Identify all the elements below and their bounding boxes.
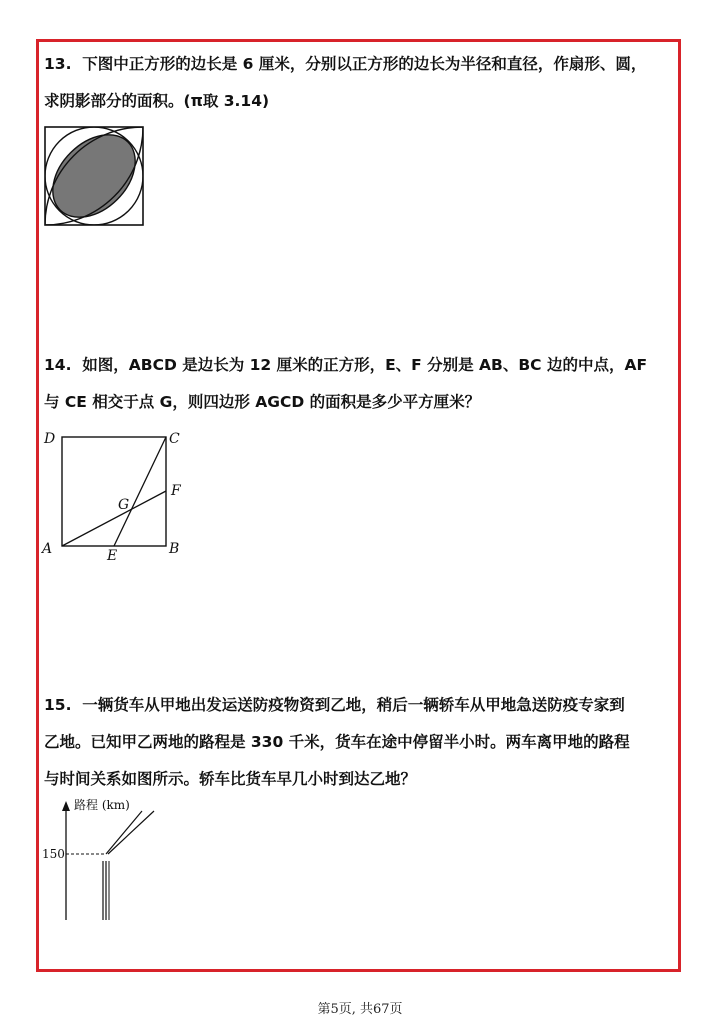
figure-13-shaded-square [44, 126, 146, 226]
question-15-line-3: 与时间关系如图所示。轿车比货车早几小时到达乙地？ [44, 770, 417, 788]
question-13 [44, 46, 646, 120]
figure-14-square-abcd [38, 425, 198, 565]
label-e: E [107, 548, 118, 564]
y-axis-arrow-icon [62, 801, 70, 811]
line-ce [114, 437, 166, 546]
car-line [108, 811, 154, 854]
question-14-text-1: 如图，ABCD 是边长为 12 厘米的正方形，E、F 分别是 AB、BC 边的中点，AF [82, 356, 648, 374]
figure-15-distance-time-graph [40, 795, 220, 925]
question-14-number: 14. [44, 356, 72, 374]
square-abcd [62, 437, 166, 546]
question-14-line-2: 与 CE 相交于点 G，则四边形 AGCD 的面积是多少平方厘米？ [44, 393, 481, 411]
question-13-line-1 [44, 46, 646, 83]
label-b: B [169, 541, 180, 557]
label-c: C [169, 431, 180, 447]
question-15-number: 15. [44, 696, 72, 714]
question-13-line-2: 求阴影部分的面积。(π取 3.14) [44, 92, 270, 110]
y-axis-label: 路程 (km) [74, 798, 130, 812]
question-15-text-1: 一辆货车从甲地出发运送防疫物资到乙地，稍后一辆轿车从甲地急送防疫专家到 [82, 696, 625, 714]
question-15-line-2: 乙地。已知甲乙两地的路程是 330 千米，货车在途中停留半小时。两车离甲地的路程 [44, 733, 630, 751]
y-tick-150: 150 [42, 847, 65, 861]
question-14 [44, 347, 647, 421]
label-d: D [44, 431, 56, 447]
question-15-line-1 [44, 687, 630, 724]
question-14-line-1 [44, 347, 647, 384]
question-15 [44, 687, 630, 798]
label-a: A [42, 541, 53, 557]
truck-line [106, 811, 142, 854]
label-f: F [171, 483, 181, 499]
question-13-text-1: 下图中正方形的边长是 6 厘米，分别以正方形的边长为半径和直径，作扇形、圆， [82, 55, 647, 73]
label-g: G [118, 497, 130, 513]
line-af [62, 491, 166, 546]
page-number: 第5页, 共67页 [317, 1002, 403, 1017]
question-13-number: 13. [44, 55, 72, 73]
